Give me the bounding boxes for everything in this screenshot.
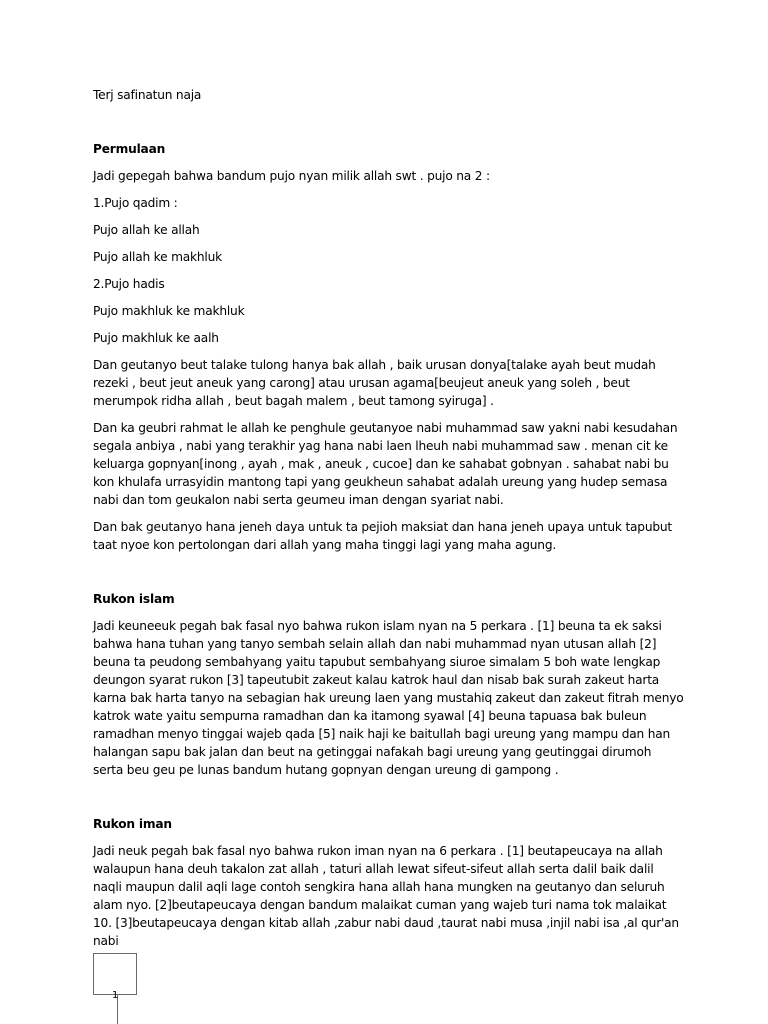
paragraph: Pujo allah ke allah [93,223,200,237]
page-number: 1 [112,990,119,1001]
section-spacer [93,563,685,590]
paragraph: Dan ka geubri rahmat le allah ke penghule geutanyoe nabi muhammad saw yakni nabi kesudahan segala anbiya , nabi yang terakhir yag hana nabi laen lheuh nabi muhammad saw . menan cit ke keluarga gopnyan[inong , ayah , mak , aneuk , cucoe] dan ke sahabat gobnyan . sahabat nabi bu kon khulafa urrasyidin mantong tapi yang geukheun sahabat adalah ureung yang hudep semasa nabi dan tom geukalon nabi serta geumeu iman dengan syariat nabi. [93,421,678,507]
document-body [93,86,685,959]
paragraph: Pujo makhluk ke aalh [93,331,219,345]
section-spacer [93,788,685,815]
paragraph: Dan bak geutanyo hana jeneh daya untuk ta pejioh maksiat dan hana jeneh upaya untuk tapubut taat nyoe kon pertolongan dari allah yang maha tinggi lagi yang maha agung. [93,520,672,552]
footer-frame [93,953,137,995]
section-permulaan [93,140,685,554]
paragraph: Jadi keuneeuk pegah bak fasal nyo bahwa rukon islam nyan na 5 perkara . [1] beuna ta ek saksi bahwa hana tuhan yang tanyo sembah selain allah dan nabi muhammad nyan utusan allah [2] beuna ta peudong sembahyang yaitu tapubut sembahyang siuroe simalam 5 boh wate lengkap deungon syarat rukon [3] tapeutubit zakeut kalau katrok haul dan nisab bak surah zakeut harta karna bak harta tanyo na sebagian hak ureung laen yang mustahiq zakeut dan zakeut fitrah menyo katrok wate yaitu sempurna ramadhan dan ka itamong syawal [4] beuna tapuasa bak buleun ramadhan menyo tinggai wajeb qada [5] naik haji ke baitullah bagi ureung yang mampu dan han halangan sapu bak jalan dan beut na getinggai nafakah bagi ureung yang geutinggai dirumoh serta beu geu pe lunas bandum hutang gopnyan dengan ureung di gampong . [93,619,684,777]
paragraph: Jadi gepegah bahwa bandum pujo nyan milik allah swt . pujo na 2 : [93,169,490,183]
document-title: Terj safinatun naja [93,88,202,102]
section-heading: Rukon islam [93,592,175,606]
paragraph: Pujo allah ke makhluk [93,250,222,264]
section-heading: Rukon iman [93,817,172,831]
paragraph: Pujo makhluk ke makhluk [93,304,245,318]
paragraph: 1.Pujo qadim : [93,196,178,210]
paragraph: 2.Pujo hadis [93,277,165,291]
section-rukon-islam [93,590,685,779]
section-rukon-iman [93,815,685,950]
paragraph: Dan geutanyo beut talake tulong hanya bak allah , baik urusan donya[talake ayah beut mudah rezeki , beut jeut aneuk yang carong] atau urusan agama[beujeut aneuk yang soleh , beut merumpok ridha allah , beut bagah malem , beut tamong syiruga] . [93,358,656,408]
paragraph: Jadi neuk pegah bak fasal nyo bahwa rukon iman nyan na 6 perkara . [1] beutapeucaya na allah walaupun hana deuh takalon zat allah , taturi allah lewat sifeut-sifeut allah serta dalil baik dalil naqli maupun dalil aqli lage contoh sengkira hana allah hana mungken na geutanyo dan seluruh alam nyo. [2]beutapeucaya dengan bandum malaikat cuman yang wajeb turi nama tok malaikat 10. [3]beutapeucaya dengan kitab allah ,zabur nabi daud ,taurat nabi musa ,injil nabi isa ,al qur'an nabi [93,844,679,948]
section-heading: Permulaan [93,142,166,156]
